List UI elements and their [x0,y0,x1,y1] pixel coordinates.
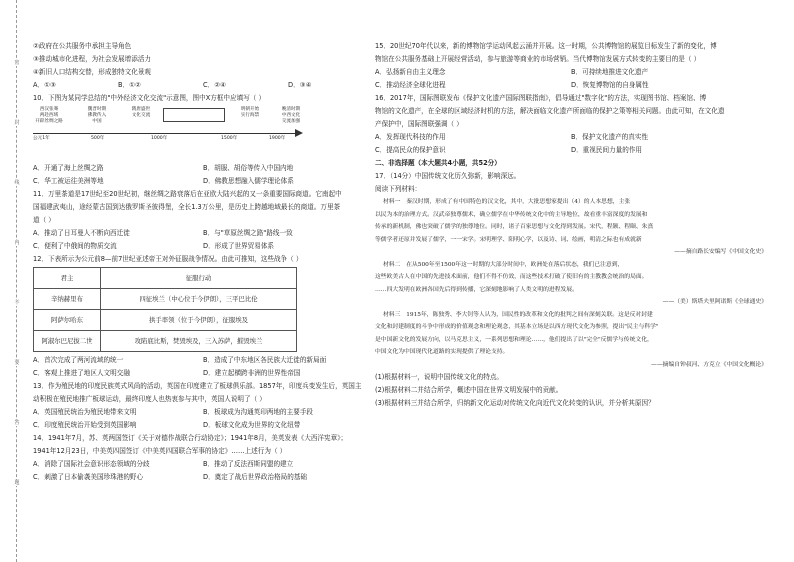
fold-label: 不 [10,300,24,306]
options-row [33,227,373,240]
options-row [33,240,373,253]
option[interactable]: C．便利了中俄间的物质交流 [33,242,117,250]
fold-label: 要 [10,360,24,366]
option[interactable]: A．推动了日耳曼人不断向西迁徙 [33,229,130,237]
fold-label: 答 [10,420,24,426]
table-cell: 阿淑尔巴尼拔二世 [34,331,101,352]
material-line: 等儒学者还原并发展了儒学，一一宋学。宋明理学、阳明心学，以及诗、词、绘画，明清之际也有成就新 [375,236,642,243]
timeline-tick: 1500年 [221,136,238,141]
material-source: ——摘自路长安编写《中国文化史》 [674,249,767,255]
fold-label: 密 [10,60,24,66]
statement-line: ③推动城市化进程，为社会发展增添活力 [33,55,152,63]
fold-label: 题 [10,480,24,486]
option[interactable]: B．①② [118,81,141,89]
binding-margin [10,0,24,562]
question-line: 道（ ） [33,216,55,224]
question-line: 16．2017年，国际图联发布《保护文化遗产国际图联指南》，倡导通过"数字化"的方法，实现图书馆、档案馆、博 [375,94,707,102]
option[interactable]: B．板球成为沟通英印两地的主要手段 [203,408,314,416]
sub-question: (3)根据材料三并结合所学，归纳新文化运动对传统文化向近代文化转变的认识，并分析其原因？ [375,399,655,407]
question-line: 1941年12月23日，中美英四国签订《中美英四国联合军事的协定》……上述行为（ ） [33,447,287,455]
material-line: 材料二 在从500年至1500年这一时期的大部分时间中，欧洲处在落后状态，我们已注意到， [383,261,624,268]
option[interactable]: A．①③ [33,81,56,89]
fold-label: 内 [10,240,24,246]
left-column [33,40,373,484]
kings-table [33,267,297,352]
option[interactable]: D．③④ [288,81,312,89]
question-stem: 10．下图为某同学总结的"中外经济文化交流"示意图，图中Ⅹ方框中应填写（ ） [33,94,266,102]
timeline-event: 魏晋时期 佛教传入 中国 [87,107,107,124]
table-header: 君主 [34,268,101,289]
option[interactable]: D．恢复博物馆的自身属性 [571,81,649,89]
material-line: 材料一 秦汉时期，形成了有中国特色的汉文化，其中，大批思想家提出（4）的人本思想，主张 [383,199,631,205]
options-row [33,471,373,484]
question-line: 15．20世纪70年代以来，新的博物馆学运动风起云涌并开展。这一时期，公共博物馆的展览目标发生了新的变化，博 [375,42,717,50]
question-stem: 17．（14分）中国传统文化历久弥新，影响深远。 [375,172,521,180]
options-row [375,79,767,92]
question-line: 动积极在殖民地推广板球运动，最终印度人也热衷参与其中，英国人说明了（ ） [33,395,266,403]
table-header-row [34,268,297,289]
table-row [34,289,297,310]
right-column [375,40,767,410]
material-source: ——摘编自钟叔河、方克立《中国文化概论》 [651,361,767,368]
material-line: ……四大发明在欧洲各国先后得到传播，它深刻地影响了人类文明的进程发展。 [375,286,578,293]
material-line: 是中国新文化的发展方向，以马克思主义，一系列思想和理论……，他们提出了以"完全"反儒学与传统文化， [375,336,653,343]
option[interactable]: C．②④ [203,81,227,89]
option[interactable]: C．客观上推进了地区人文明交融 [33,369,130,377]
option[interactable]: D．建立起横跨非洲的世界性帝国 [203,369,301,377]
sub-question: (2)根据材料二并结合所学，概述中国在世界文明发展中的贡献。 [375,386,563,394]
fold-label: 封 [10,120,24,126]
reading-lead: 阅读下列材料： [375,185,422,193]
material-line: 文化和封建制度的斗争中形成的价值观念和理论观念，其基本立场是以西方现代文化为参照，提出"民主与科学" [375,324,659,330]
timeline-event: 明朝开始 实行海禁 [240,107,260,118]
option[interactable]: B．推动了反法西斯同盟的建立 [203,460,294,468]
fold-line [16,0,17,562]
options-row [33,367,373,380]
option[interactable]: C．印度殖民统治开始受到英国影响 [33,421,137,429]
table-cell: 辛纳赫里布 [34,289,101,310]
material-line: 这些欧美古人在中国的先进技术面前，他们不得不仿效，而这些技术打破了使旧有的主教教会统治的局面。 [375,274,648,280]
timeline-tick: 1900年 [269,136,286,141]
option[interactable]: B．胡服、胡俗等传入中国内地 [203,164,294,172]
option[interactable]: B．与"草原丝绸之路"路线一致 [203,229,293,237]
material-line: 中国文化为中国现代化道路的实现提供了理论支持。 [375,349,509,355]
material-source: ——（美）斯塔夫里阿诺斯《全球通史》 [662,299,767,305]
option[interactable]: A．弘扬新自由主义理念 [375,68,446,76]
question-line: 物馆在公共服务基础上开展经营活动，参与旅游等商业的市场营销。当代博物馆发展方式转变的主要目的是（ ） [375,55,701,63]
material-line: 材料三 1915年，陈独秀、李大钊等人认为，国民性的改革和文化的批判之间有深刻关联。这是反对封建 [383,311,653,318]
fold-label: 线 [10,180,24,186]
option[interactable]: B．造成了中东地区各民族大迁徙的新局面 [203,356,327,364]
option[interactable]: C．刺激了日本偷袭美国珍珠港的野心 [33,473,144,481]
timeline-tick: 1000年 [151,136,168,141]
table-row [34,331,297,352]
question-line: 14．1941年7月，苏、英两国签订《关于对德作战联合行动协定》；1941年8月，美英发表《大西洋宪章》； [33,434,348,442]
timeline-axis [33,133,298,134]
sub-question: (1)根据材料一，说明中国传统文化的特点。 [375,373,504,381]
option[interactable]: C．提高民众的保护意识 [375,146,446,154]
options-row [33,419,373,432]
option[interactable]: B．可持续地推进文化遗产 [571,68,649,76]
question-line: 11．万里茶道是17世纪至20世纪初，继丝绸之路衰落后在亚欧大陆兴起的又一条重要国际商道。它南起中 [33,190,342,198]
option[interactable]: A．首次完成了两河流域的统一 [33,356,124,364]
option[interactable]: D．形成了世界贸易体系 [203,242,275,250]
option[interactable]: A．发挥现代科技的作用 [375,133,446,141]
timeline-diagram [33,107,373,159]
table-cell: 阿萨尔哈东 [34,310,101,331]
option[interactable]: C．推动经济全球化进程 [375,81,446,89]
option[interactable]: C．华工被运往美洲等地 [33,177,104,185]
options-row [375,144,767,157]
option[interactable]: D．奠定了战后世界政治格局的基础 [203,473,307,481]
option[interactable]: B．保护文化遗产的真实性 [571,133,649,141]
option[interactable]: D．重视民间力量的作用 [571,146,643,154]
options-row [33,458,373,471]
options-row [33,354,373,367]
question-line: 国福建武夷山，途经蒙古国到达俄罗斯圣彼得堡，全长1.3万公里，是历史上跨越地域最长的商道。万里茶 [33,203,341,211]
options-row [33,406,373,419]
timeline-arrow [295,129,303,137]
options-row [33,175,373,188]
statement-line: ④新旧人口结构交替，形成独特文化景观 [33,68,152,76]
timeline-event: 隋唐盛世 文化交流 [131,107,151,118]
question-line: 物馆的文化遗产，在全球的区域经济时机的方法，解决面临文化遗产所面临的保护之策等相关问题。由此可知，在文化遗 [375,107,725,115]
question-line: 产保护中，国际图联强调（ ） [375,120,463,128]
table-cell: 拱手率领（位于今伊朗），征服埃及 [101,310,297,331]
question-stem: 12．下表所示为公元前8—前7世纪亚述帝王对外征服战争情况。由此可推知，这些战争（ ） [33,255,303,263]
material-line: 传承的新机制，佛也突破了儒学的独尊地位。同时，诸子百家思想与文化得到发展。宋代，程颢、程颐、朱熹 [375,224,654,230]
timeline-event: 西汉张骞 两赴西域 开辟丝绸之路 [35,107,63,124]
options-row [375,66,767,79]
table-cell: 攻陷底比斯，焚毁埃及，三入苏萨，摧毁埃兰 [101,331,297,352]
options-row [33,162,373,175]
option[interactable]: A．英国殖民统治为殖民地带来文明 [33,408,137,416]
option[interactable]: A．开通了海上丝绸之路 [33,164,104,172]
statement-line: ②政府在公共服务中承担主导角色 [33,42,132,50]
options-row [375,131,767,144]
material-line: 以民为本的治理方式。汉武帝独尊儒术，确立儒学在中华传统文化中的主导地位，故看重丰富深度的发展和 [375,211,648,218]
section-heading: 二、非选择题（本大题共4小题，共52分） [375,159,501,167]
table-row [34,310,297,331]
timeline-tick: 500年 [91,136,105,141]
question-line: 13．作为殖民地的印度民族英式风尚的活动，英国在印度建立了板球俱乐部。1857年，印度兵变发生后，英国主 [33,382,362,390]
timeline-tick: 公元1年 [33,136,50,141]
option[interactable]: A．消除了国际社会意识形态领域的分歧 [33,460,150,468]
option[interactable]: D．佛教思想融入儒学理论体系 [203,177,294,185]
table-header: 征服行动 [101,268,297,289]
timeline-event: 晚清时期 中西文化 交流加强 [281,107,301,124]
option[interactable]: D．板球文化成为世界的文化纽带 [203,421,301,429]
blank-box-x [163,108,225,122]
options-row [33,79,373,92]
table-cell: 四征埃兰（中心位于今伊朗），三平巴比伦 [101,289,297,310]
